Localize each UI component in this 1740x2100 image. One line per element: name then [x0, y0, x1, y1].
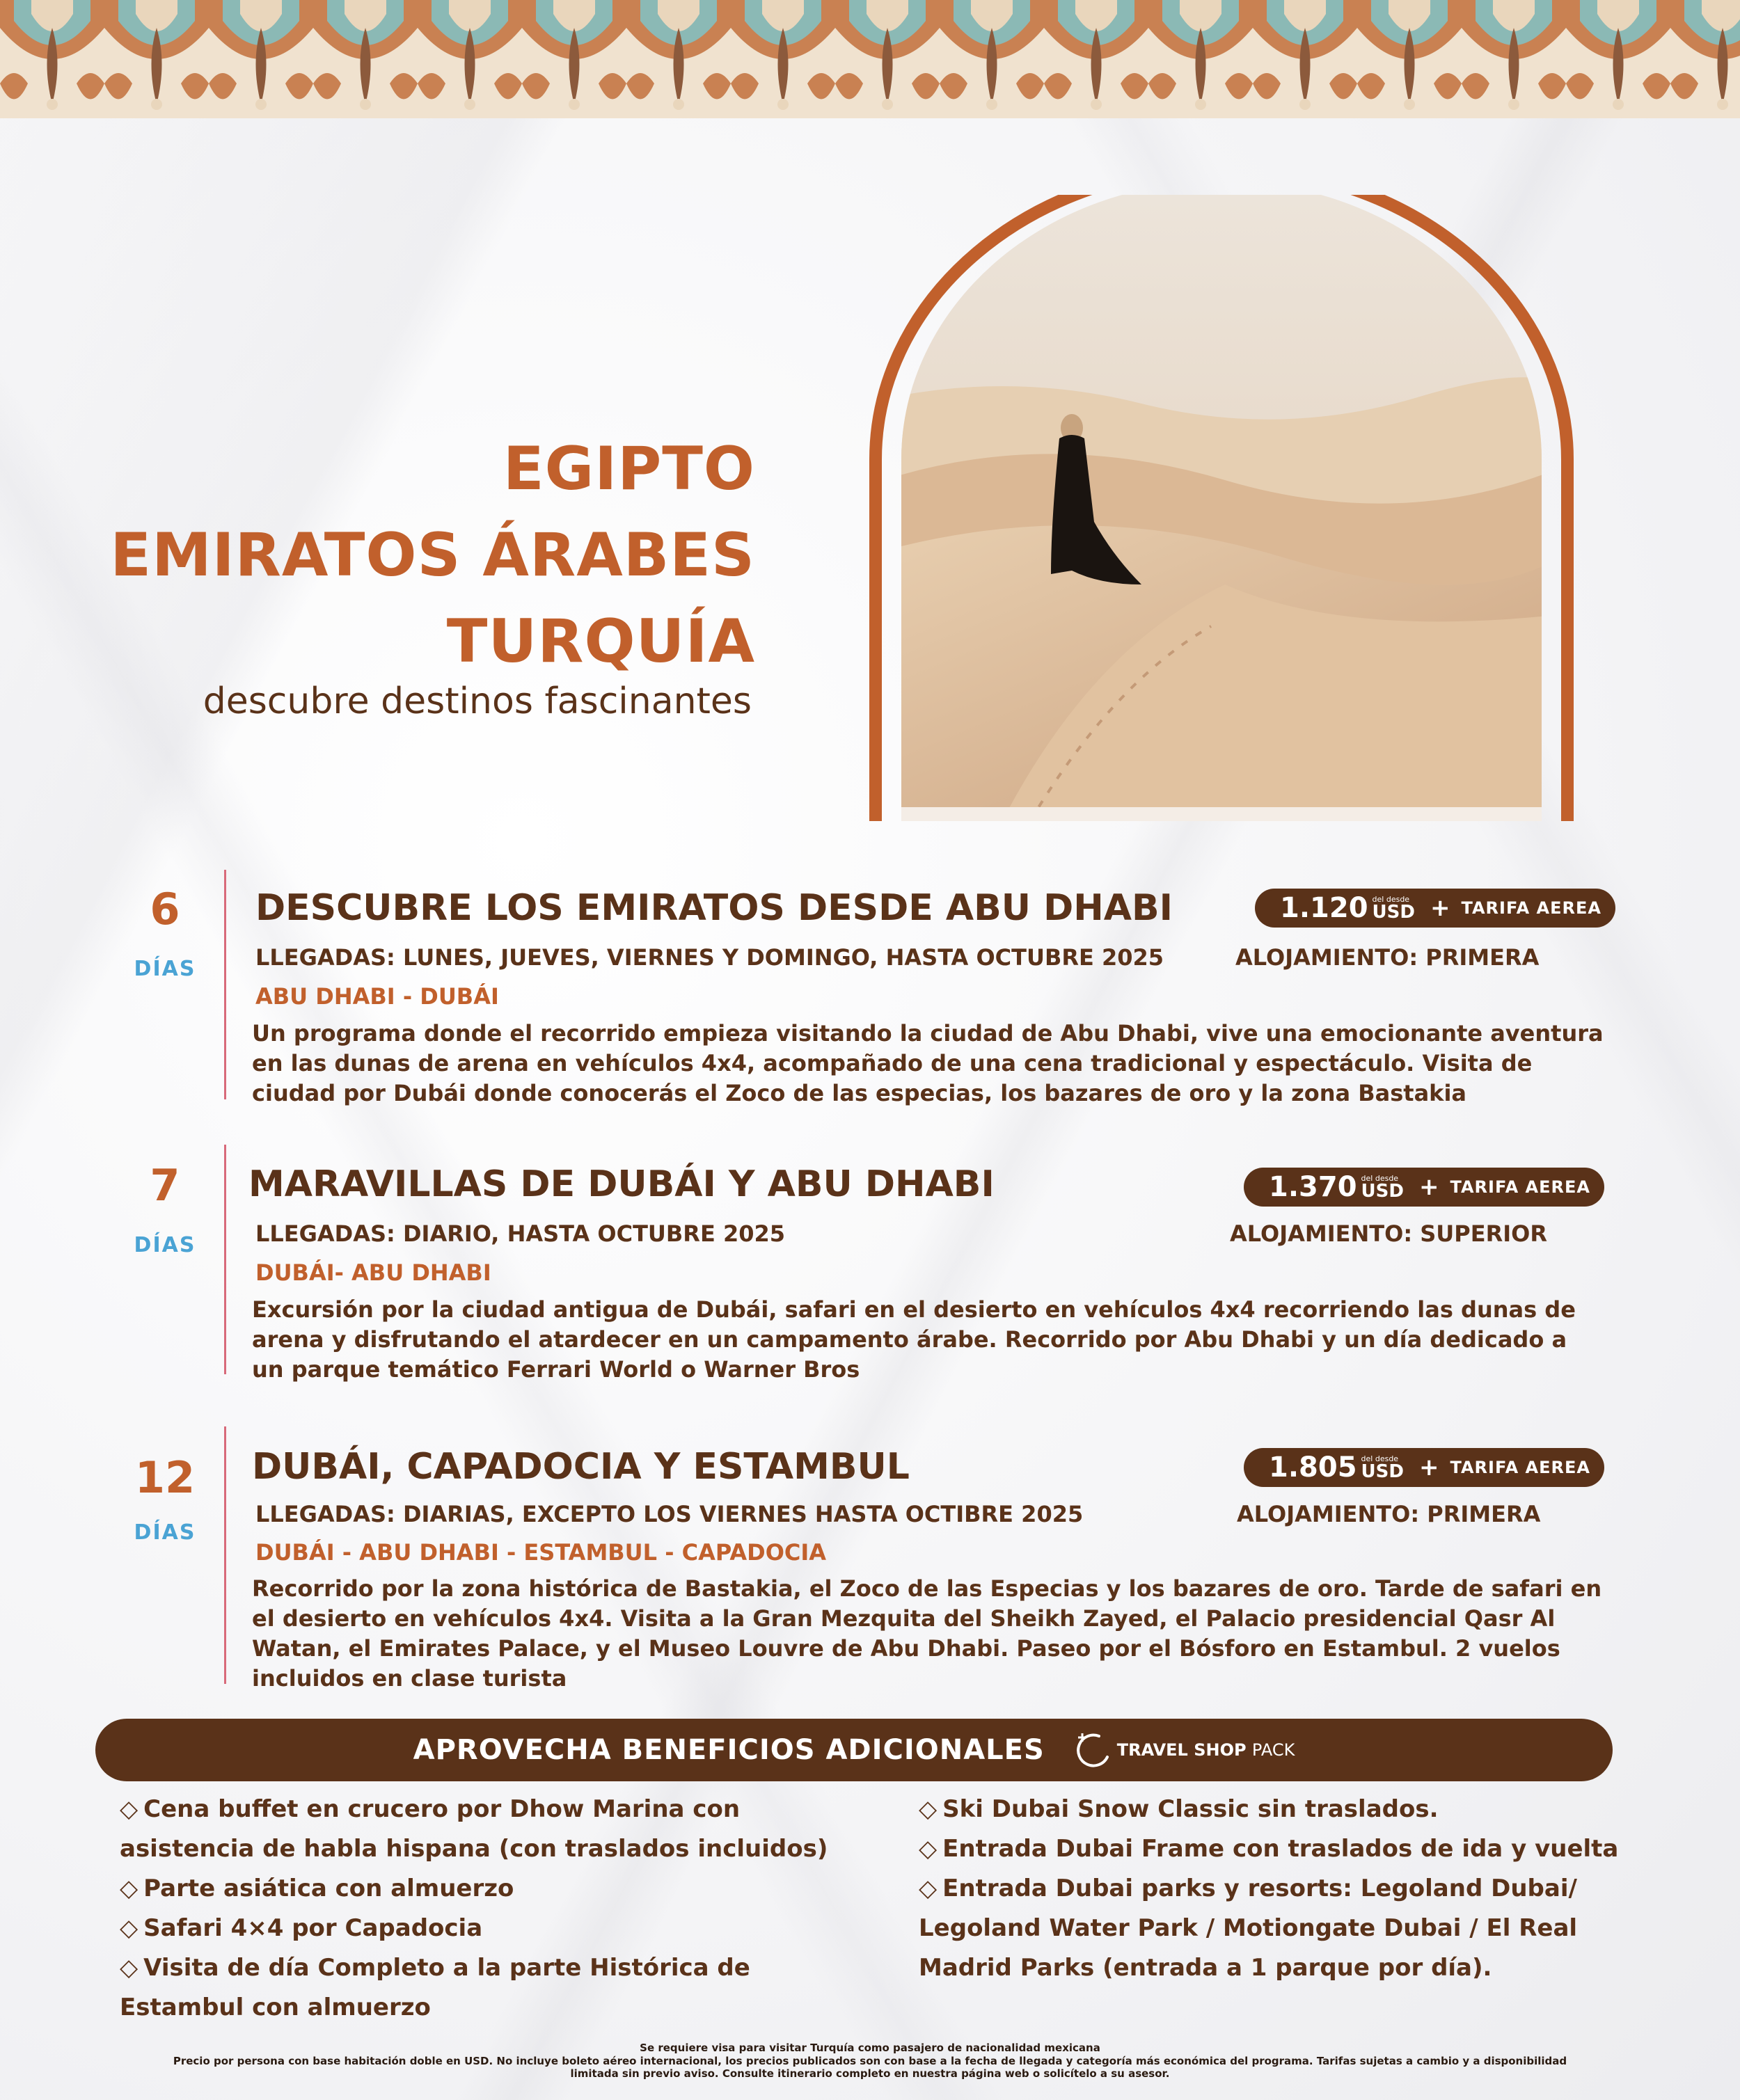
benefit-item-line [120, 1869, 828, 1909]
price-amount: 1.120 [1280, 892, 1368, 924]
title-line-egypt: EGIPTO [503, 434, 755, 504]
price-plus: + [1430, 894, 1450, 922]
route-text: DUBÁI - ABU DHABI - ESTAMBUL - CAPADOCIA [255, 1539, 827, 1566]
benefit-text: Estambul con almuerzo [120, 1994, 431, 2021]
price-plus: + [1418, 1454, 1439, 1481]
benefit-text: Legoland Water Park / Motiongate Dubai / El Real [919, 1914, 1578, 1942]
benefit-item-line [120, 1790, 828, 1829]
price-from-label: del desde [1361, 1454, 1399, 1463]
divider-line [224, 870, 226, 1099]
price-currency: USD [1361, 1461, 1404, 1482]
price-fare-label: TARIFA AEREA [1461, 898, 1601, 918]
destinations-title [59, 426, 755, 685]
price-badge [1255, 889, 1615, 928]
lodging-text: ALOJAMIENTO: PRIMERA [1235, 944, 1540, 971]
decorative-top-band [0, 0, 1740, 118]
route-text: DUBÁI- ABU DHABI [255, 1259, 491, 1286]
price-fare-label: TARIFA AEREA [1450, 1177, 1590, 1197]
tour-title: DESCUBRE LOS EMIRATOS DESDE ABU DHABI [255, 887, 1173, 929]
price-badge [1244, 1448, 1604, 1487]
benefit-item-line [120, 1909, 828, 1948]
benefit-text: Parte asiática con almuerzo [143, 1875, 514, 1902]
ornament-pattern [0, 0, 1740, 118]
tour-title: DUBÁI, CAPADOCIA Y ESTAMBUL [252, 1446, 910, 1488]
arrivals-text: LLEGADAS: DIARIAS, EXCEPTO LOS VIERNES HASTA OCTIBRE 2025 [255, 1501, 1084, 1527]
benefit-item-line [120, 1948, 828, 1988]
pack-brand: TRAVEL SHOP [1116, 1740, 1247, 1760]
benefit-item-line [120, 1988, 828, 2028]
subtitle: descubre destinos fascinantes [203, 681, 752, 722]
bullet-diamond-icon: ◇ [919, 1875, 938, 1902]
benefit-item-line [919, 1909, 1618, 1948]
benefit-item-line [919, 1869, 1618, 1909]
footer-price-note: Precio por persona con base habitación doble en USD. No incluye boleto aéreo internacional, los precios publicados son con base a la fecha de llegada y categoría más económica del programa. Tarifas sujetas a cambio y a disponibilidad [173, 2055, 1567, 2067]
benefit-item-line [120, 1829, 828, 1869]
bullet-diamond-icon: ◇ [919, 1835, 938, 1863]
tour-title: MARAVILLAS DE DUBÁI Y ABU DHABI [248, 1163, 995, 1205]
days-number: 7 [150, 1160, 180, 1211]
title-line-emirates: EMIRATOS ÁRABES [110, 520, 755, 590]
benefit-text: Ski Dubai Snow Classic sin traslados. [942, 1795, 1439, 1823]
tour-description: Excursión por la ciudad antigua de Dubái, safari en el desierto en vehículos 4x4 recorriendo las dunas de arena y disfrutando el atardecer en un campamento árabe. Recorrido por Abu Dhabi y un día dedicado a un parque temático Ferrari World o Warner Bros [252, 1296, 1576, 1383]
price-from-label: del desde [1372, 894, 1410, 904]
divider-line [224, 1145, 226, 1374]
bullet-diamond-icon: ◇ [120, 1795, 139, 1823]
benefit-text: Entrada Dubai parks y resorts: Legoland Dubai/ [942, 1875, 1577, 1902]
price-plus: + [1418, 1173, 1439, 1201]
price-amount: 1.370 [1269, 1171, 1357, 1203]
tour-description: Un programa donde el recorrido empieza visitando la ciudad de Abu Dhabi, vive una emocionante aventura en las dunas de arena en vehículos 4x4, acompañado de una cena tradicional y espectáculo. Visita de ciudad por Dubái donde conocerás el Zoco de las especias, los bazares de oro y la zona Bastakia [252, 1020, 1604, 1106]
tour-description: Recorrido por la zona histórica de Bastakia, el Zoco de las Especias y los bazares de oro. Tarde de safari en el desierto en vehículos 4x4. Visita a la Gran Mezquita del Sheikh Zayed, el Palacio presidencial Qasr Al Watan, el Emirates Palace, y el Museo Louvre de Abu Dhabi. Paseo por el Bósforo en Estambul. 2 vuelos incluidos en clase turista [252, 1575, 1602, 1692]
benefit-text: Cena buffet en crucero por Dhow Marina con [143, 1795, 741, 1823]
arrivals-text: LLEGADAS: LUNES, JUEVES, VIERNES Y DOMINGO, HASTA OCTUBRE 2025 [255, 944, 1164, 971]
benefit-item-line [919, 1829, 1618, 1869]
divider-line [224, 1426, 226, 1684]
price-badge [1244, 1168, 1604, 1207]
price-fare-label: TARIFA AEREA [1450, 1458, 1590, 1477]
days-label: DÍAS [134, 957, 196, 981]
benefit-text: Visita de día Completo a la parte Histórica de [143, 1954, 750, 1982]
benefits-banner [95, 1719, 1613, 1781]
pack-suffix: PACK [1251, 1740, 1295, 1760]
benefit-text: Madrid Parks (entrada a 1 parque por día). [919, 1954, 1492, 1982]
days-number: 12 [134, 1452, 196, 1503]
days-label: DÍAS [134, 1520, 196, 1545]
price-amount: 1.805 [1269, 1451, 1357, 1483]
title-line-turkey: TURQUÍA [446, 607, 755, 676]
benefit-item-line [919, 1948, 1618, 1988]
route-text: ABU DHABI - DUBÁI [255, 983, 499, 1010]
arrivals-text: LLEGADAS: DIARIO, HASTA OCTUBRE 2025 [255, 1220, 785, 1247]
days-label: DÍAS [134, 1233, 196, 1257]
benefits-list-left [120, 1790, 828, 2028]
days-number: 6 [150, 884, 180, 934]
travel-shop-pack-icon [1073, 1729, 1114, 1771]
bullet-diamond-icon: ◇ [919, 1795, 938, 1823]
price-from-label: del desde [1361, 1173, 1399, 1183]
bullet-diamond-icon: ◇ [120, 1875, 139, 1902]
benefits-list-right [919, 1790, 1618, 1988]
bullet-diamond-icon: ◇ [120, 1954, 139, 1982]
price-currency: USD [1361, 1180, 1404, 1202]
benefit-text: asistencia de habla hispana (con traslados incluidos) [120, 1835, 828, 1863]
price-currency: USD [1372, 901, 1415, 923]
lodging-text: ALOJAMIENTO: SUPERIOR [1230, 1220, 1547, 1247]
benefit-text: Entrada Dubai Frame con traslados de ida y vuelta [942, 1835, 1619, 1863]
bullet-diamond-icon: ◇ [120, 1914, 139, 1942]
lodging-text: ALOJAMIENTO: PRIMERA [1237, 1501, 1541, 1527]
benefit-text: Safari 4×4 por Capadocia [143, 1914, 483, 1942]
travel-shop-pack-logo [1073, 1729, 1295, 1771]
footer-availability-note: limitada sin previo aviso. Consulte itinerario completo en nuestra página web o solicítelo a su asesor. [570, 2067, 1170, 2080]
benefits-title: APROVECHA BENEFICIOS ADICIONALES [413, 1734, 1045, 1766]
desert-photo-arch [863, 195, 1580, 821]
benefit-item-line [919, 1790, 1618, 1829]
footer-visa-note: Se requiere visa para visitar Turquía como pasajero de nacionalidad mexicana [640, 2042, 1100, 2054]
